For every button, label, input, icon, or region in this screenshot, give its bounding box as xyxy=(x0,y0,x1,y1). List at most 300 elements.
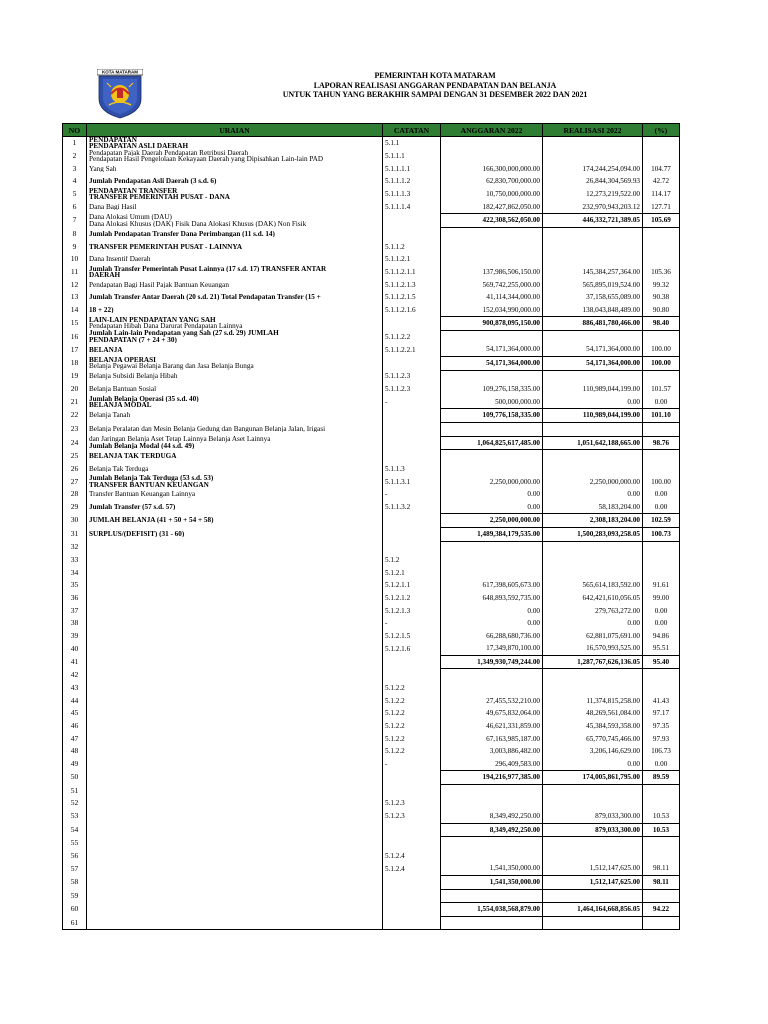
row-uraian xyxy=(87,278,383,291)
row-number: 31 xyxy=(63,527,87,541)
row-number: 42 xyxy=(63,669,87,682)
row-uraian xyxy=(87,304,383,317)
table-row xyxy=(63,137,680,150)
row-realisasi xyxy=(543,370,643,383)
col-header-realisasi: REALISASI 2022 xyxy=(543,124,643,137)
row-percent: 127.71 xyxy=(643,201,680,214)
row-uraian xyxy=(87,201,383,214)
row-anggaran: 8,349,492,250.00 xyxy=(441,810,543,823)
col-header-catatan: CATATAN xyxy=(383,124,441,137)
col-header-anggaran: ANGGARAN 2022 xyxy=(441,124,543,137)
row-number: 57 xyxy=(63,862,87,875)
row-percent xyxy=(643,784,680,797)
row-realisasi: 54,171,364,000.00 xyxy=(543,343,643,356)
row-anggaran xyxy=(441,669,543,682)
col-header-no: NO xyxy=(63,124,87,137)
row-anggaran xyxy=(441,567,543,580)
row-uraian xyxy=(87,370,383,383)
row-uraian xyxy=(87,214,383,228)
row-uraian xyxy=(87,463,383,476)
row-anggaran: 27,455,532,210.00 xyxy=(441,695,543,708)
row-uraian xyxy=(87,758,383,771)
row-uraian xyxy=(87,630,383,643)
uraian-line: 18 + 22) xyxy=(89,306,114,314)
row-anggaran xyxy=(441,463,543,476)
table-row xyxy=(63,916,680,930)
row-realisasi xyxy=(543,850,643,863)
row-anggaran: 1,064,825,617,485.00 xyxy=(441,436,543,450)
row-realisasi xyxy=(543,889,643,903)
table-row xyxy=(63,732,680,745)
row-anggaran xyxy=(441,227,543,240)
table-row xyxy=(63,579,680,592)
row-catatan: 5.1.2.2 xyxy=(383,707,441,720)
row-anggaran: 500,000,000.00 xyxy=(441,396,543,409)
row-uraian xyxy=(87,567,383,580)
row-catatan: 5.1.2.2 xyxy=(383,720,441,733)
row-number: 27 xyxy=(63,475,87,488)
row-realisasi xyxy=(543,837,643,850)
uraian-line: Belanja Tak Terduga xyxy=(89,465,149,473)
row-realisasi: 279,763,272.00 xyxy=(543,604,643,617)
row-anggaran xyxy=(441,330,543,343)
table-row xyxy=(63,837,680,850)
row-percent: 94.86 xyxy=(643,630,680,643)
table-row xyxy=(63,903,680,917)
row-anggaran: 648,893,592,735.00 xyxy=(441,592,543,605)
table-row xyxy=(63,278,680,291)
row-percent xyxy=(643,330,680,343)
row-number: 26 xyxy=(63,463,87,476)
table-row xyxy=(63,630,680,643)
row-number: 9 xyxy=(63,240,87,253)
row-catatan: 5.1.2.2 xyxy=(383,695,441,708)
row-realisasi xyxy=(543,554,643,567)
row-percent: 0.00 xyxy=(643,758,680,771)
row-percent: 105.36 xyxy=(643,266,680,279)
row-catatan: 5.1.2.4 xyxy=(383,862,441,875)
row-realisasi xyxy=(543,567,643,580)
row-number: 23 xyxy=(63,422,87,436)
row-uraian xyxy=(87,253,383,266)
row-catatan: 5.1.2.2 xyxy=(383,682,441,695)
row-catatan: 5.1.1.2.3 xyxy=(383,383,441,396)
row-number: 13 xyxy=(63,291,87,304)
row-uraian xyxy=(87,409,383,423)
row-percent: 105.69 xyxy=(643,214,680,228)
row-number: 53 xyxy=(63,810,87,823)
table-row xyxy=(63,317,680,331)
row-number: 10 xyxy=(63,253,87,266)
row-catatan xyxy=(383,916,441,930)
row-number: 32 xyxy=(63,541,87,554)
row-realisasi: 65,770,745,466.00 xyxy=(543,732,643,745)
row-catatan: 5.1.2.2 xyxy=(383,732,441,745)
row-percent xyxy=(643,450,680,463)
uraian-line: Pendapatan Bagi Hasil Pajak Bantuan Keuangan xyxy=(89,281,229,288)
row-number: 25 xyxy=(63,450,87,463)
uraian-line: Dana Alokasi Khusus (DAK) Fisik Dana Alokasi Khusus (DAK) Non Fisik xyxy=(89,220,307,227)
row-catatan: 5.1.1.2.1.5 xyxy=(383,291,441,304)
uraian-line: dan Jaringan Belanja Aset Tetap Lainnya Belanja Aset Lainnya xyxy=(89,436,271,443)
row-percent xyxy=(643,137,680,150)
row-uraian xyxy=(87,669,383,682)
uraian-line: Jumlah Belanja Tak Terduga (53 s.d. 53) xyxy=(89,475,214,482)
row-number: 8 xyxy=(63,227,87,240)
budget-realization-table xyxy=(62,123,680,930)
row-realisasi: 642,421,610,056.05 xyxy=(543,592,643,605)
row-realisasi xyxy=(543,450,643,463)
row-anggaran xyxy=(441,916,543,930)
row-anggaran: 67,163,985,187.00 xyxy=(441,732,543,745)
row-number: 50 xyxy=(63,771,87,785)
row-realisasi: 174,005,861,795.00 xyxy=(543,771,643,785)
row-catatan: 5.1.2 xyxy=(383,554,441,567)
row-realisasi: 0.00 xyxy=(543,758,643,771)
uraian-line: Jumlah Pendapatan Transfer Dana Perimbangan (11 s.d. 14) xyxy=(89,230,275,238)
row-uraian xyxy=(87,810,383,823)
row-anggaran xyxy=(441,784,543,797)
row-anggaran: 109,776,158,335.00 xyxy=(441,409,543,423)
row-uraian xyxy=(87,579,383,592)
row-number: 12 xyxy=(63,278,87,291)
row-catatan xyxy=(383,823,441,837)
table-row xyxy=(63,592,680,605)
row-catatan: 5.1.1.1.2 xyxy=(383,175,441,188)
row-uraian xyxy=(87,903,383,917)
table-row xyxy=(63,682,680,695)
row-percent xyxy=(643,850,680,863)
row-percent: 42.72 xyxy=(643,175,680,188)
row-number: 41 xyxy=(63,655,87,669)
row-percent: 101.57 xyxy=(643,383,680,396)
row-realisasi xyxy=(543,422,643,436)
table-row xyxy=(63,396,680,409)
row-realisasi: 0.00 xyxy=(543,396,643,409)
row-anggaran xyxy=(441,150,543,163)
row-realisasi xyxy=(543,253,643,266)
row-number: 52 xyxy=(63,797,87,810)
uraian-line: Jumlah Belanja Operasi (35 s.d. 40) xyxy=(89,395,199,403)
uraian-line: Belanja Subsidi Belanja Hibah xyxy=(89,373,178,380)
row-percent xyxy=(643,682,680,695)
row-percent xyxy=(643,150,680,163)
row-catatan: 5.1.1.1.1 xyxy=(383,163,441,176)
row-catatan xyxy=(383,514,441,528)
row-uraian xyxy=(87,422,383,436)
row-percent: 0.00 xyxy=(643,617,680,630)
row-anggaran: 0.00 xyxy=(441,501,543,514)
row-realisasi xyxy=(543,669,643,682)
row-number: 28 xyxy=(63,488,87,501)
row-uraian xyxy=(87,720,383,733)
row-percent xyxy=(643,554,680,567)
row-catatan xyxy=(383,889,441,903)
row-catatan: 5.1.2.3 xyxy=(383,810,441,823)
row-percent: 91.61 xyxy=(643,579,680,592)
row-realisasi: 1,512,147,625.00 xyxy=(543,862,643,875)
uraian-line: DAERAH xyxy=(89,272,121,279)
row-catatan xyxy=(383,317,441,331)
row-number: 58 xyxy=(63,875,87,889)
uraian-line: Belanja Pegawai Belanja Barang dan Jasa Belanja Bunga xyxy=(89,363,254,370)
row-anggaran xyxy=(441,370,543,383)
table-row xyxy=(63,475,680,488)
row-anggaran: 166,300,000,000.00 xyxy=(441,163,543,176)
row-number: 2 xyxy=(63,150,87,163)
row-uraian xyxy=(87,732,383,745)
row-uraian xyxy=(87,916,383,930)
table-row xyxy=(63,201,680,214)
row-catatan xyxy=(383,436,441,450)
row-number: 6 xyxy=(63,201,87,214)
row-catatan xyxy=(383,356,441,370)
row-realisasi: 879,033,300.00 xyxy=(543,810,643,823)
row-number: 29 xyxy=(63,501,87,514)
row-anggaran xyxy=(441,450,543,463)
row-uraian xyxy=(87,150,383,163)
row-number: 47 xyxy=(63,732,87,745)
row-number: 33 xyxy=(63,554,87,567)
table-row xyxy=(63,463,680,476)
row-realisasi: 879,033,300.00 xyxy=(543,823,643,837)
table-row xyxy=(63,541,680,554)
row-number: 55 xyxy=(63,837,87,850)
row-uraian xyxy=(87,655,383,669)
table-row xyxy=(63,745,680,758)
row-anggaran: 1,489,384,179,535.00 xyxy=(441,527,543,541)
row-number: 1 xyxy=(63,137,87,150)
row-percent: 101.10 xyxy=(643,409,680,423)
row-anggaran: 1,541,350,000.00 xyxy=(441,875,543,889)
row-realisasi: 0.00 xyxy=(543,617,643,630)
table-row xyxy=(63,150,680,163)
row-catatan: 5.1.1.2.1.1 xyxy=(383,266,441,279)
row-anggaran xyxy=(441,253,543,266)
row-percent: 0.00 xyxy=(643,604,680,617)
row-anggaran xyxy=(441,240,543,253)
table-row xyxy=(63,554,680,567)
table-row xyxy=(63,514,680,528)
row-number: 48 xyxy=(63,745,87,758)
row-realisasi: 11,374,815,258.00 xyxy=(543,695,643,708)
row-anggaran xyxy=(441,682,543,695)
row-catatan xyxy=(383,541,441,554)
row-percent xyxy=(643,541,680,554)
table-row xyxy=(63,501,680,514)
row-realisasi xyxy=(543,240,643,253)
table-row xyxy=(63,850,680,863)
row-percent: 98.11 xyxy=(643,875,680,889)
table-body xyxy=(63,137,680,930)
row-realisasi: 145,384,257,364.00 xyxy=(543,266,643,279)
row-realisasi: 3,206,146,629.00 xyxy=(543,745,643,758)
row-realisasi xyxy=(543,150,643,163)
row-realisasi: 446,332,721,389.05 xyxy=(543,214,643,228)
uraian-line: Dana Alokasi Umum (DAU) xyxy=(89,214,172,221)
row-catatan: 5.1.1.2.1 xyxy=(383,253,441,266)
row-uraian xyxy=(87,188,383,201)
uraian-line: Yang Sah xyxy=(89,165,117,173)
row-catatan: 5.1.2.3 xyxy=(383,797,441,810)
row-catatan: 5.1.1.2.1.3 xyxy=(383,278,441,291)
table-row xyxy=(63,291,680,304)
row-uraian xyxy=(87,514,383,528)
row-catatan: 5.1.1.2.1.6 xyxy=(383,304,441,317)
row-realisasi: 2,308,183,204.00 xyxy=(543,514,643,528)
row-uraian xyxy=(87,356,383,370)
row-catatan xyxy=(383,669,441,682)
row-catatan: 5.1.2.4 xyxy=(383,850,441,863)
uraian-line: Jumlah Pendapatan Asli Daerah (3 s.d. 6) xyxy=(89,178,217,185)
row-percent: 97.17 xyxy=(643,707,680,720)
table-row xyxy=(63,567,680,580)
row-anggaran: 422,308,562,050.00 xyxy=(441,214,543,228)
row-catatan: 5.1.2.1.3 xyxy=(383,604,441,617)
row-percent xyxy=(643,253,680,266)
row-uraian xyxy=(87,266,383,279)
row-number: 49 xyxy=(63,758,87,771)
row-anggaran xyxy=(441,837,543,850)
table-row xyxy=(63,370,680,383)
row-number: 15 xyxy=(63,317,87,331)
row-percent: 95.40 xyxy=(643,655,680,669)
row-realisasi xyxy=(543,682,643,695)
row-anggaran: 296,409,583.00 xyxy=(441,758,543,771)
uraian-line: Jumlah Transfer Antar Daerah (20 s.d. 21) Total Pendapatan Transfer (15 + xyxy=(89,294,321,301)
row-realisasi: 37,158,655,089.00 xyxy=(543,291,643,304)
row-anggaran: 8,349,492,250.00 xyxy=(441,823,543,837)
row-realisasi: 12,273,219,522.00 xyxy=(543,188,643,201)
table-row xyxy=(63,797,680,810)
row-anggaran: 66,288,680,736.00 xyxy=(441,630,543,643)
row-percent: 100.00 xyxy=(643,475,680,488)
row-percent: 90.80 xyxy=(643,304,680,317)
row-anggaran: 1,541,350,000.00 xyxy=(441,862,543,875)
table-header-row xyxy=(63,124,680,137)
row-anggaran: 182,427,862,050.00 xyxy=(441,201,543,214)
row-catatan: 5.1.1.2.2.1 xyxy=(383,343,441,356)
row-uraian xyxy=(87,889,383,903)
table-row xyxy=(63,214,680,228)
row-percent xyxy=(643,837,680,850)
row-uraian xyxy=(87,475,383,488)
row-realisasi xyxy=(543,330,643,343)
row-uraian xyxy=(87,642,383,655)
row-anggaran xyxy=(441,889,543,903)
uraian-line: BELANJA TAK TERDUGA xyxy=(89,452,177,460)
row-realisasi: 1,287,767,626,136.05 xyxy=(543,655,643,669)
row-percent xyxy=(643,889,680,903)
row-number: 59 xyxy=(63,889,87,903)
row-uraian xyxy=(87,227,383,240)
row-anggaran xyxy=(441,554,543,567)
row-anggaran: 0.00 xyxy=(441,617,543,630)
row-anggaran: 46,621,331,859.00 xyxy=(441,720,543,733)
row-uraian xyxy=(87,396,383,409)
table-row xyxy=(63,488,680,501)
uraian-line: Jumlah Transfer (57 s.d. 57) xyxy=(89,504,176,511)
row-anggaran xyxy=(441,797,543,810)
row-anggaran xyxy=(441,422,543,436)
row-percent: 98.76 xyxy=(643,436,680,450)
header-report-title: LAPORAN REALISASI ANGGARAN PENDAPATAN DAN BELANJA xyxy=(313,80,557,90)
row-number: 44 xyxy=(63,695,87,708)
row-realisasi: 110,989,044,199.00 xyxy=(543,383,643,396)
row-percent: 99.32 xyxy=(643,278,680,291)
row-number: 4 xyxy=(63,175,87,188)
row-catatan: 5.1.2.1.6 xyxy=(383,642,441,655)
row-uraian xyxy=(87,330,383,343)
row-percent xyxy=(643,422,680,436)
row-anggaran: 2,250,000,000.00 xyxy=(441,475,543,488)
row-percent: 0.00 xyxy=(643,488,680,501)
row-realisasi: 54,171,364,000.00 xyxy=(543,356,643,370)
row-percent: 90.38 xyxy=(643,291,680,304)
table-row xyxy=(63,343,680,356)
row-uraian xyxy=(87,436,383,450)
row-realisasi: 1,051,642,188,665.00 xyxy=(543,436,643,450)
row-number: 51 xyxy=(63,784,87,797)
row-anggaran: 569,742,255,000.00 xyxy=(441,278,543,291)
row-realisasi: 62,881,075,691.00 xyxy=(543,630,643,643)
row-percent: 95.51 xyxy=(643,642,680,655)
row-number: 7 xyxy=(63,214,87,228)
table-row xyxy=(63,875,680,889)
table-row xyxy=(63,758,680,771)
table-row xyxy=(63,771,680,785)
row-number: 16 xyxy=(63,330,87,343)
row-realisasi: 1,500,283,093,258.05 xyxy=(543,527,643,541)
uraian-line: Belanja Tanah xyxy=(89,412,131,419)
row-catatan: - xyxy=(383,758,441,771)
row-anggaran: 41,114,344,000.00 xyxy=(441,291,543,304)
row-percent: 41.43 xyxy=(643,695,680,708)
row-uraian xyxy=(87,617,383,630)
row-realisasi: 1,464,164,668,856.05 xyxy=(543,903,643,917)
row-uraian xyxy=(87,682,383,695)
row-catatan: 5.1.2.1.2 xyxy=(383,592,441,605)
row-anggaran: 194,216,977,385.00 xyxy=(441,771,543,785)
row-number: 22 xyxy=(63,409,87,423)
row-percent: 89.59 xyxy=(643,771,680,785)
row-anggaran: 49,675,832,064.00 xyxy=(441,707,543,720)
row-percent: 98.11 xyxy=(643,862,680,875)
header-period: UNTUK TAHUN YANG BERAKHIR SAMPAI DENGAN 31 DESEMBER 2022 DAN 2021 xyxy=(282,90,588,99)
row-percent: 100.73 xyxy=(643,527,680,541)
table-row xyxy=(63,436,680,450)
row-number: 14 xyxy=(63,304,87,317)
table-row xyxy=(63,784,680,797)
row-percent xyxy=(643,916,680,930)
table-row xyxy=(63,720,680,733)
row-number: 36 xyxy=(63,592,87,605)
row-uraian xyxy=(87,501,383,514)
row-percent: 97.35 xyxy=(643,720,680,733)
table-row xyxy=(63,642,680,655)
table-row xyxy=(63,304,680,317)
row-number: 60 xyxy=(63,903,87,917)
row-percent: 98.40 xyxy=(643,317,680,331)
row-percent: 97.93 xyxy=(643,732,680,745)
table-row xyxy=(63,889,680,903)
row-percent: 0.00 xyxy=(643,501,680,514)
row-anggaran: 62,830,700,000.00 xyxy=(441,175,543,188)
row-percent xyxy=(643,463,680,476)
row-percent: 99.00 xyxy=(643,592,680,605)
row-anggaran: 10,750,000,000.00 xyxy=(441,188,543,201)
row-realisasi xyxy=(543,541,643,554)
